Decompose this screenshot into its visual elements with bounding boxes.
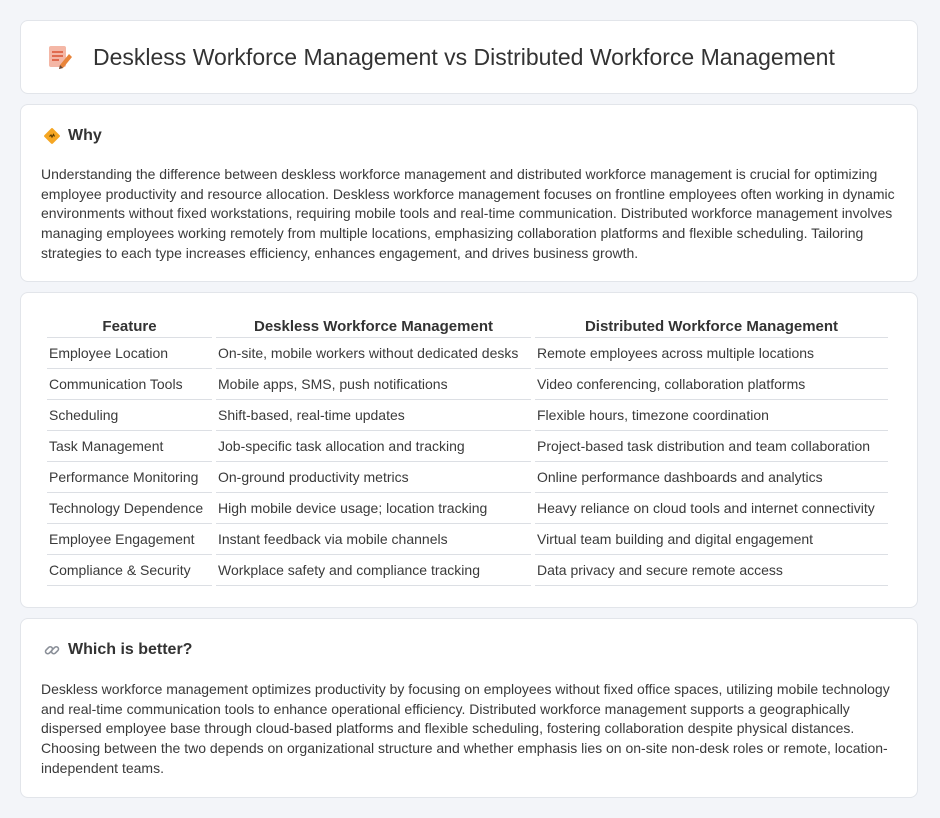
header-feature: Feature bbox=[47, 315, 212, 338]
table-cell: Communication Tools bbox=[47, 369, 212, 400]
table-cell: On-ground productivity metrics bbox=[216, 462, 531, 493]
link-icon bbox=[43, 641, 61, 659]
table-row bbox=[47, 400, 888, 431]
why-text: Understanding the difference between deskless workforce management and distributed workforce management is crucial for optimizing employee productivity and resource allocation. Deskless workforce management focuses on frontline employees often working in dynamic environments without fixed workstations, requiring mobile tools and real-time communication. Distributed workforce management involves managing employees working remotely from multiple locations, emphasizing collaboration platforms and flexible scheduling. Tailoring strategies to each type increases efficiency, enhances engagement, and drives business growth. bbox=[41, 166, 895, 261]
table-row bbox=[47, 338, 888, 369]
document-edit-icon bbox=[47, 43, 73, 71]
diamond-sign-icon bbox=[43, 127, 61, 145]
table-cell: Technology Dependence bbox=[47, 493, 212, 524]
page-title: Deskless Workforce Management vs Distributed Workforce Management bbox=[93, 43, 835, 70]
table-cell: Employee Engagement bbox=[47, 524, 212, 555]
table-cell: Flexible hours, timezone coordination bbox=[535, 400, 888, 431]
table-cell: Instant feedback via mobile channels bbox=[216, 524, 531, 555]
comparison-table-card bbox=[20, 292, 918, 608]
table-cell: Task Management bbox=[47, 431, 212, 462]
which-is-better-section bbox=[20, 618, 918, 798]
table-cell: Virtual team building and digital engagement bbox=[535, 524, 888, 555]
table-row bbox=[47, 493, 888, 524]
better-title: Which is better? bbox=[68, 641, 193, 658]
table-cell: Remote employees across multiple locations bbox=[535, 338, 888, 369]
table-cell: Employee Location bbox=[47, 338, 212, 369]
comparison-table bbox=[43, 315, 892, 586]
better-text: Deskless workforce management optimizes productivity by focusing on employees without fixed office spaces, utilizing mobile technology and real-time communication tools to enhance operational efficiency. Distributed workforce management supports a geographically dispersed employee base through cloud-based platforms and flexible scheduling, fostering collaboration despite physical distances. Choosing between the two depends on organizational structure and whether emphasis lies on on-site non-desk roles or remote, location-independent teams. bbox=[41, 681, 890, 776]
table-cell: Heavy reliance on cloud tools and internet connectivity bbox=[535, 493, 888, 524]
table-cell: Online performance dashboards and analytics bbox=[535, 462, 888, 493]
header-deskless: Deskless Workforce Management bbox=[216, 315, 531, 338]
table-cell: Compliance & Security bbox=[47, 555, 212, 586]
table-header-row bbox=[47, 315, 888, 338]
table-cell: High mobile device usage; location tracking bbox=[216, 493, 531, 524]
table-cell: Job-specific task allocation and tracking bbox=[216, 431, 531, 462]
table-cell: On-site, mobile workers without dedicated desks bbox=[216, 338, 531, 369]
table-row bbox=[47, 431, 888, 462]
table-cell: Mobile apps, SMS, push notifications bbox=[216, 369, 531, 400]
title-card bbox=[20, 20, 918, 94]
why-section bbox=[20, 104, 918, 282]
table-row bbox=[47, 555, 888, 586]
table-row bbox=[47, 462, 888, 493]
table-cell: Video conferencing, collaboration platforms bbox=[535, 369, 888, 400]
table-cell: Project-based task distribution and team collaboration bbox=[535, 431, 888, 462]
table-cell: Data privacy and secure remote access bbox=[535, 555, 888, 586]
table-cell: Scheduling bbox=[47, 400, 212, 431]
table-cell: Performance Monitoring bbox=[47, 462, 212, 493]
table-cell: Workplace safety and compliance tracking bbox=[216, 555, 531, 586]
table-row bbox=[47, 524, 888, 555]
why-title: Why bbox=[68, 127, 102, 144]
table-cell: Shift-based, real-time updates bbox=[216, 400, 531, 431]
table-row bbox=[47, 369, 888, 400]
header-distributed: Distributed Workforce Management bbox=[535, 315, 888, 338]
